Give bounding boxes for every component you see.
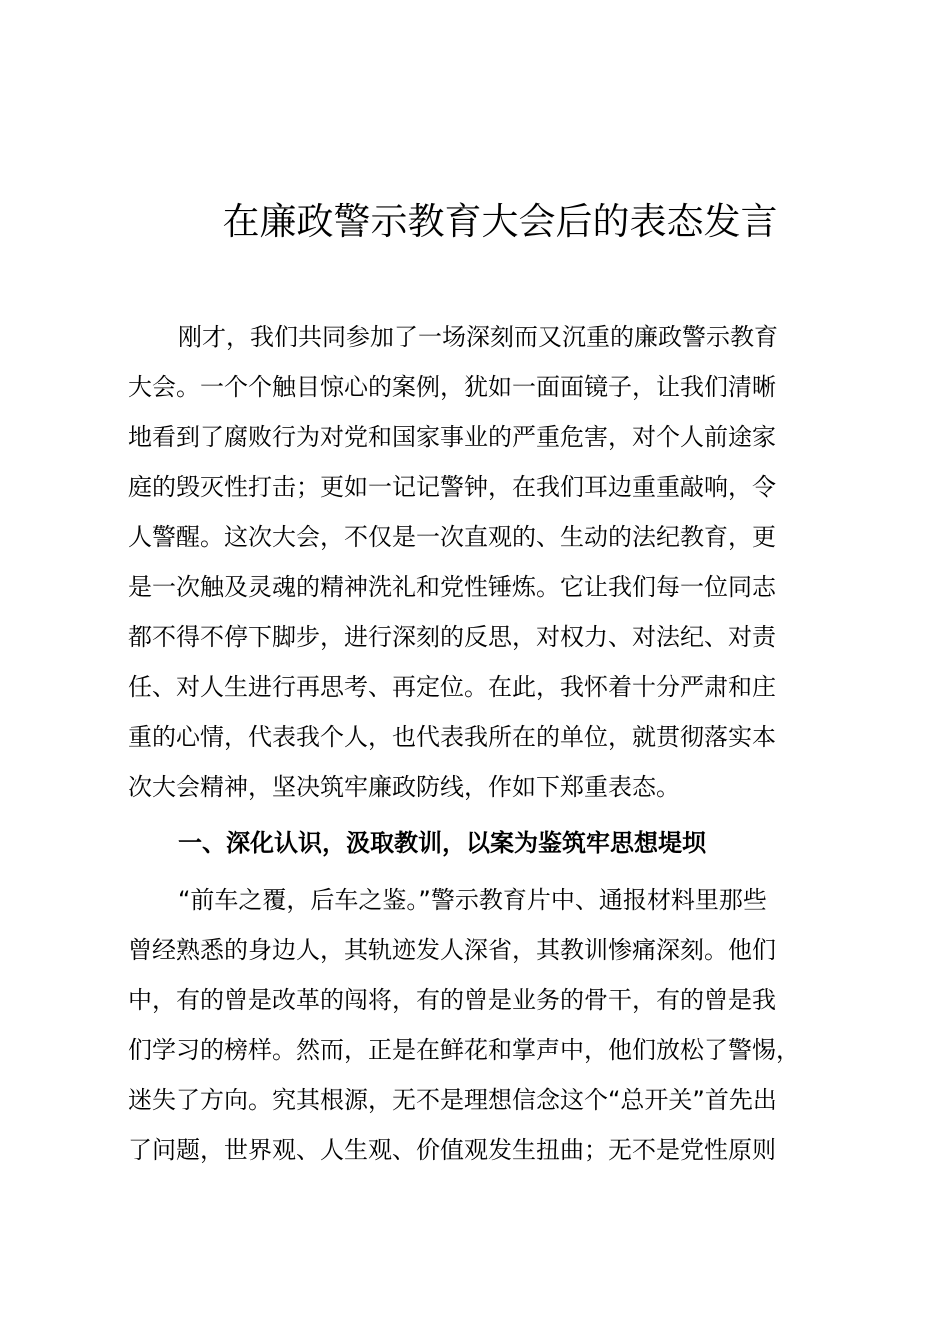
paragraph-line: 们学习的榜样。然而，正是在鲜花和掌声中，他们放松了警惕， (128, 1036, 800, 1064)
document-title: 在廉政警示教育大会后的表态发言 (222, 200, 778, 243)
paragraph-line: 中，有的曾是改革的闯将，有的曾是业务的骨干，有的曾是我 (128, 986, 776, 1014)
paragraph-line: 曾经熟悉的身边人，其轨迹发人深省，其教训惨痛深刻。他们 (128, 936, 776, 964)
paragraph-line: 任、对人生进行再思考、再定位。在此，我怀着十分严肃和庄 (128, 673, 776, 701)
paragraph-line: 刚才，我们共同参加了一场深刻而又沉重的廉政警示教育 (178, 323, 778, 351)
paragraph-line: 地看到了腐败行为对党和国家事业的严重危害，对个人前途家 (128, 423, 776, 451)
section-heading-1: 一、深化认识，汲取教训，以案为鉴筑牢思想堤坝 (178, 829, 706, 857)
paragraph-line: 大会。一个个触目惊心的案例，犹如一面面镜子，让我们清晰 (128, 373, 776, 401)
paragraph-line: 人警醒。这次大会，不仅是一次直观的、生动的法纪教育，更 (128, 523, 776, 551)
paragraph-line: 是一次触及灵魂的精神洗礼和党性锤炼。它让我们每一位同志 (128, 573, 776, 601)
paragraph-line: 次大会精神，坚决筑牢廉政防线，作如下郑重表态。 (128, 773, 680, 801)
paragraph-line: 都不得不停下脚步，进行深刻的反思，对权力、对法纪、对责 (128, 623, 776, 651)
paragraph-line: “前车之覆，后车之鉴。”警示教育片中、通报材料里那些 (178, 886, 767, 914)
paragraph-line: 庭的毁灭性打击；更如一记记警钟，在我们耳边重重敲响，令 (128, 473, 776, 501)
paragraph-line: 重的心情，代表我个人，也代表我所在的单位，就贯彻落实本 (128, 723, 776, 751)
paragraph-line: 了问题，世界观、人生观、价值观发生扭曲；无不是党性原则 (128, 1136, 776, 1164)
paragraph-line: 迷失了方向。究其根源，无不是理想信念这个“总开关”首先出 (128, 1086, 777, 1114)
